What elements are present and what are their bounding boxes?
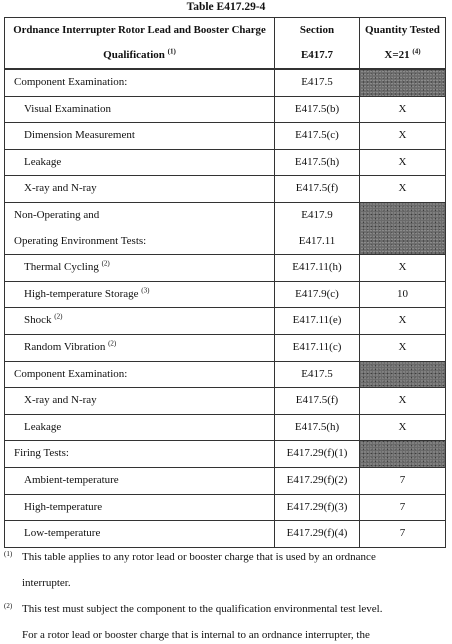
row-label-cell: [5, 281, 275, 308]
table-row: [5, 281, 446, 308]
row-section: E417.29(f)(2): [275, 467, 360, 494]
row-label-cell: [5, 388, 275, 415]
row-label: High-temperature Storage: [24, 287, 139, 300]
row-quantity: X: [360, 334, 446, 361]
row-label: Thermal Cycling: [24, 261, 99, 274]
row-quantity: X: [360, 414, 446, 441]
table-row: [5, 96, 446, 123]
row-label-cell: [5, 149, 275, 176]
table-row: [5, 123, 446, 150]
row-label-cell: [5, 69, 275, 96]
header-col1-footnote: (1): [167, 47, 176, 56]
row-section: E417.29(f)(4): [275, 521, 360, 548]
row-label-cell: [5, 255, 275, 282]
row-footnote-mark: (2): [108, 339, 117, 348]
table-row: [5, 388, 446, 415]
row-label: High-temperature: [24, 500, 103, 513]
row-section: E417.11(c): [275, 334, 360, 361]
row-section: E417.9: [275, 202, 360, 228]
header-col1-line1: Ordnance Interrupter Rotor Lead and Booster Charge: [5, 18, 275, 44]
row-quantity: 10: [360, 281, 446, 308]
row-label-cell: [5, 308, 275, 335]
header-col2-line2: E417.7: [275, 43, 360, 69]
row-label-cell: [5, 467, 275, 494]
table-row: [5, 149, 446, 176]
table-row: [5, 176, 446, 203]
row-quantity: X: [360, 308, 446, 335]
row-label: Leakage: [24, 420, 62, 433]
row-section: E417.5: [275, 361, 360, 388]
table-row: [5, 334, 446, 361]
row-label: Low-temperature: [24, 527, 101, 540]
header-col3-footnote: (4): [412, 47, 421, 56]
table-row: [5, 229, 446, 255]
row-label-cell: [5, 123, 275, 150]
row-section: E417.11(e): [275, 308, 360, 335]
row-label-cell: [5, 229, 275, 255]
table-row: [5, 308, 446, 335]
row-label-cell: [5, 361, 275, 388]
table-row: [5, 467, 446, 494]
qualification-table: [4, 17, 446, 548]
row-label: Dimension Measurement: [24, 129, 135, 142]
row-label: Operating Environment Tests:: [14, 234, 147, 247]
row-section: E417.5(f): [275, 176, 360, 203]
row-quantity: X: [360, 123, 446, 150]
row-quantity-shaded: [360, 361, 446, 388]
footnote-1-line2: interrupter.: [22, 577, 71, 589]
footnote-1-line1: This table applies to any rotor lead or booster charge that is used by an ordnance: [22, 551, 376, 563]
header-col3-line2: X=21 $^{(4)}$: [360, 43, 446, 69]
row-label: Component Examination:: [14, 367, 128, 380]
row-label: X-ray and N-ray: [24, 394, 97, 407]
row-section: E417.9(c): [275, 281, 360, 308]
row-label-cell: [5, 441, 275, 468]
row-section: E417.5: [275, 69, 360, 96]
row-quantity-shaded: [360, 441, 446, 468]
table-row: [5, 255, 446, 282]
row-footnote-mark: (3): [141, 286, 150, 295]
row-quantity: X: [360, 149, 446, 176]
row-label: Visual Examination: [24, 102, 112, 115]
row-label-cell: [5, 521, 275, 548]
row-section: E417.5(h): [275, 414, 360, 441]
row-quantity: 7: [360, 467, 446, 494]
row-quantity: 7: [360, 521, 446, 548]
row-label-cell: [5, 176, 275, 203]
row-section: E417.5(f): [275, 388, 360, 415]
row-section: E417.29(f)(3): [275, 494, 360, 521]
row-quantity-shaded: [360, 69, 446, 96]
footnote-2-line2: For a rotor lead or booster charge that is internal to an ordnance interrupter, the: [22, 629, 370, 641]
row-label: Non-Operating and: [14, 208, 100, 221]
row-quantity: X: [360, 255, 446, 282]
row-label: Leakage: [24, 155, 62, 168]
footnote-1-mark: (1): [4, 550, 13, 558]
row-quantity: X: [360, 176, 446, 203]
header-row-2: [5, 43, 446, 69]
row-label: Component Examination:: [14, 76, 128, 88]
footnote-2-mark: (2): [4, 602, 13, 610]
table-row: [5, 69, 446, 96]
row-label-cell: [5, 96, 275, 123]
table-row: [5, 361, 446, 388]
row-label: Random Vibration: [24, 340, 106, 353]
row-quantity-shaded: [360, 202, 446, 228]
table-title: Table E417.29-4: [186, 1, 266, 13]
table-row: [5, 441, 446, 468]
table-row: [5, 521, 446, 548]
table-row: [5, 202, 446, 228]
row-section: E417.11(h): [275, 255, 360, 282]
row-section: E417.29(f)(1): [275, 441, 360, 468]
row-section: E417.5(h): [275, 149, 360, 176]
row-label-cell: [5, 494, 275, 521]
row-quantity-shaded: [360, 229, 446, 255]
header-col3-line1: Quantity Tested: [360, 18, 446, 44]
row-label: Ambient-temperature: [24, 473, 119, 486]
header-col1-line2: Qualification $^{(1)}$: [5, 43, 275, 69]
row-quantity: 7: [360, 494, 446, 521]
row-footnote-mark: (2): [54, 312, 63, 321]
row-quantity: X: [360, 388, 446, 415]
header-row-1: [5, 18, 446, 44]
footnote-2-line1: This test must subject the component to the qualification environmental test level.: [22, 603, 383, 615]
row-label: X-ray and N-ray: [24, 182, 97, 195]
table-row: [5, 494, 446, 521]
row-section: E417.5(c): [275, 123, 360, 150]
row-footnote-mark: (2): [101, 259, 110, 268]
header-col2-line1: Section: [275, 18, 360, 44]
row-label: Shock: [24, 314, 52, 327]
row-label-cell: [5, 414, 275, 441]
row-label: Firing Tests:: [14, 447, 69, 460]
row-section: E417.11: [275, 229, 360, 255]
row-label-cell: [5, 334, 275, 361]
row-quantity: X: [360, 96, 446, 123]
row-label-cell: [5, 202, 275, 228]
row-section: E417.5(b): [275, 96, 360, 123]
table-row: [5, 414, 446, 441]
